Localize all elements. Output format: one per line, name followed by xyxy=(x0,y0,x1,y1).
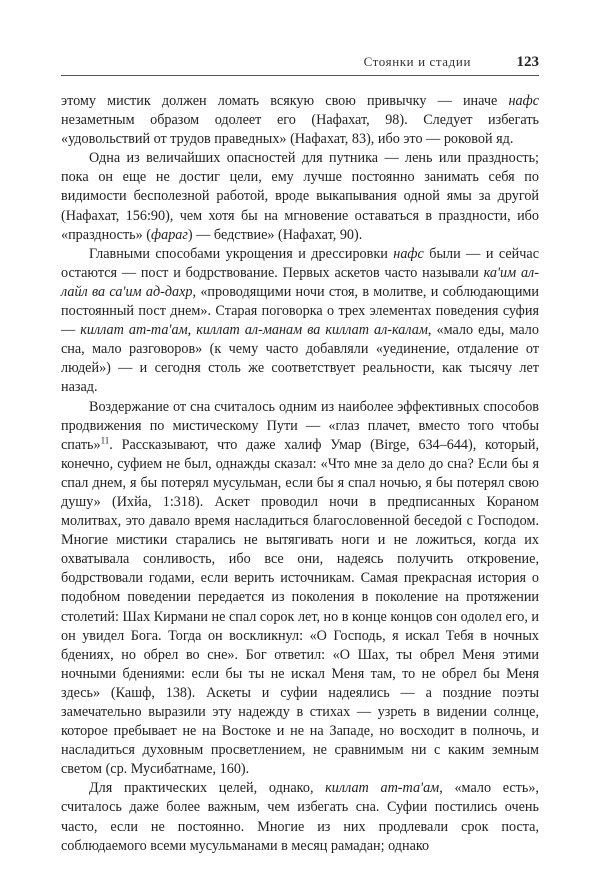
paragraph-1 xyxy=(61,92,539,149)
p3-text-3: , «проводящими ночи стоя, в молитве, и соблюдающими постоянный пост днем». Старая поговорка о трех элементах поведения суфия — xyxy=(61,283,539,339)
p5-text-2: , «мало есть», считалось даже более важным, чем избегать сна. Суфии постились очень часто, если не постоянно. Многие из них продлевали срок поста, соблюдаемого всеми мусульманами в месяц рамадан; однако xyxy=(61,780,539,854)
p1-text-2: незаметным образом одолеет его (Нафахат, 98). Следует избегать «удовольствий от трудов праведных» (Нафахат, 83), ибо это — роковой яд. xyxy=(61,112,539,148)
paragraph-4 xyxy=(61,398,539,780)
paragraph-5 xyxy=(61,779,539,855)
footnote-marker[interactable]: 11 xyxy=(100,434,110,445)
paragraph-3 xyxy=(61,245,539,398)
p3-term-qillat: киллат ат-та'ам, киллат ал-манам ва киллат ал-калам xyxy=(80,322,428,339)
p4-text-1: Воздержание от сна считалось одним из наиболее эффективных способов продвижения по мистическому Пути — «глаз плачет, вместо того чтобы спать» xyxy=(61,398,539,453)
p3-term-qaim: ка'им ал-лайл ва са'им ад-дахр xyxy=(61,264,539,300)
p3-text-4: , «мало еды, мало сна, мало разговоров» (к чему часто добавляли «уединение, отдаление от людей») — и сегодня столь же соответствует реальности, как тысячу лет назад. xyxy=(61,322,539,396)
paragraph-2 xyxy=(61,149,539,244)
page-number: 123 xyxy=(516,54,539,70)
p3-term-nafs: нафс xyxy=(393,245,424,262)
header-rule xyxy=(61,75,539,76)
p5-text-1: Для практических целей, однако, xyxy=(89,780,326,797)
p2-text-2: ) — бедствие» (Нафахат, 90). xyxy=(187,226,363,243)
page-header xyxy=(61,51,539,73)
running-title: Стоянки и стадии xyxy=(363,54,471,69)
p3-text-2: были — и сейчас остаются — пост и бодрствование. Первых аскетов часто называли xyxy=(61,245,539,281)
p1-text-1: этому мистик должен ломать всякую свою привычку — иначе xyxy=(61,93,509,109)
p2-text-1: Одна из величайших опасностей для путника — лень или праздность; пока он еще не достиг цели, ему лучше постоянно занимать себя по видимости бесполезной работой, вроде выкапывания одной ямы за другой (Нафахат, 156:90), чем хотя бы на мгновение оставаться в праздности, ибо «праздность» ( xyxy=(61,150,539,243)
p4-text-2: . Рассказывают, что даже халиф Умар (Birge, 634–644), который, конечно, суфием не был, однажды сказал: «Что мне за дело до сна? Если бы я спал днем, я бы потерял мусульман, если бы я спал ночью, я бы потерял свою душу» (Ихйа, 1:318). Аскет проводил ночи в предписанных Кораном молитвах, это давало время насладиться благословенной беседой с Господом. Многие мистики старались не вытягивать ноги и не ложиться, когда их охватывала сонливость, ибо все они, надеясь получить откровение, бодрствовали годами, если верить источникам. Самая прекрасная история о подобном поведении передается из поколения в поколение на протяжении столетий: Шах Кирмани не спал сорок лет, но в конце концов сон одолел его, и он увидел Бога. Тогда он воскликнул: «О Господь, я искал Тебя в ночных бдениях, но обрел во сне». Бог ответил: «О Шах, ты обрел Меня этими ночными бдениями: если бы ты не искал Меня там, то не обрел бы Меня здесь» (Кашф, 138). Аскеты и суфии надеялись — а поздние поэты замечательно выразили эту надежду в стихах — узреть в видении солнце, которое пребывает не на Востоке и не на Западе, но восходит в полночь, и насладиться духовным просветлением, не сравнимым ни с каким земным светом (ср. Мусибатнаме, 160). xyxy=(61,436,540,778)
body-text xyxy=(61,92,539,856)
p2-term-farag: фараг xyxy=(151,226,188,243)
p3-text-1: Главными способами укрощения и дрессировки xyxy=(89,245,394,262)
p1-term-nafs: нафс xyxy=(508,93,539,109)
p5-term-qillat-at-taam: киллат ат-та'ам xyxy=(325,780,440,797)
